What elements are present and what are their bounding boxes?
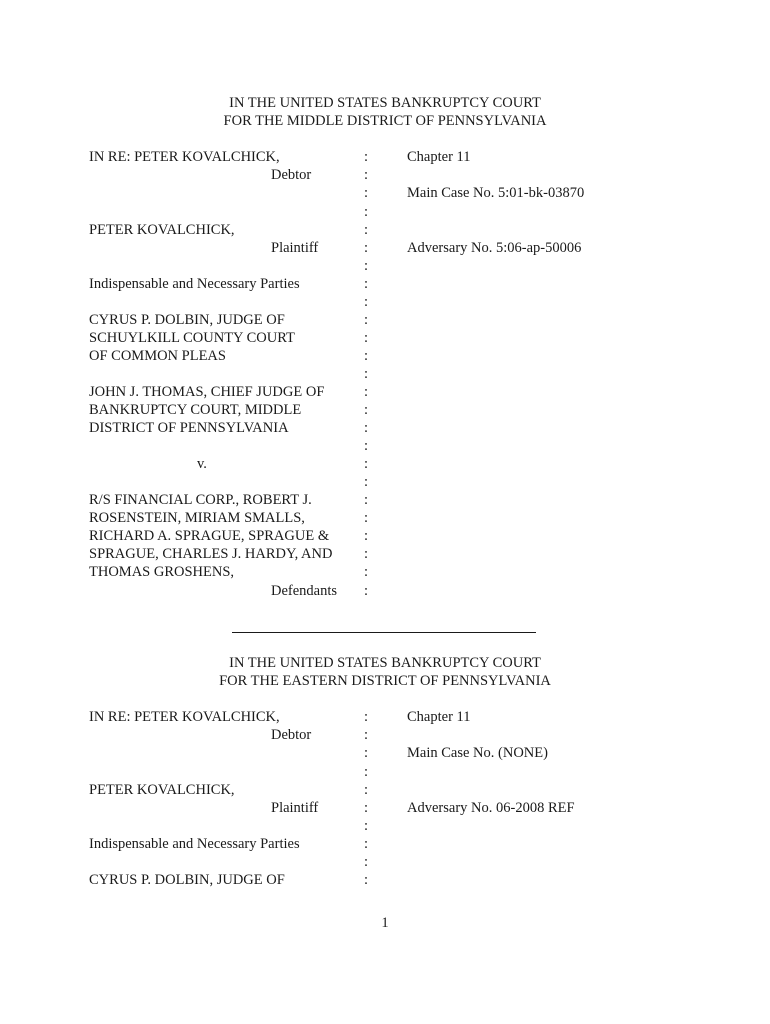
caption-colon: : bbox=[364, 764, 369, 780]
plaintiff-label: Plaintiff bbox=[271, 800, 319, 816]
court-district-1: FOR THE MIDDLE DISTRICT OF PENNSYLVANIA bbox=[223, 113, 547, 129]
court-title-2: IN THE UNITED STATES BANKRUPTCY COURT bbox=[229, 655, 541, 671]
caption-colon: : bbox=[364, 709, 369, 725]
plaintiff-name: PETER KOVALCHICK, bbox=[89, 782, 235, 798]
caption-colon: : bbox=[364, 348, 369, 364]
court-title-1: IN THE UNITED STATES BANKRUPTCY COURT bbox=[229, 95, 541, 111]
caption-colon: : bbox=[364, 800, 369, 816]
caption-colon: : bbox=[364, 294, 369, 310]
caption-colon: : bbox=[364, 240, 369, 256]
caption-colon: : bbox=[364, 366, 369, 382]
main-case-number: Main Case No. 5:01-bk-03870 bbox=[407, 185, 585, 201]
caption-colon: : bbox=[364, 872, 369, 888]
defendant-line: THOMAS GROSHENS, bbox=[89, 564, 235, 580]
versus-label: v. bbox=[197, 456, 207, 472]
caption-colon: : bbox=[364, 258, 369, 274]
caption-colon: : bbox=[364, 456, 369, 472]
caption-colon: : bbox=[364, 474, 369, 490]
party-line: CYRUS P. DOLBIN, JUDGE OF bbox=[89, 872, 285, 888]
caption-colon: : bbox=[364, 276, 369, 292]
caption-colon: : bbox=[364, 402, 369, 418]
in-re-line: IN RE: PETER KOVALCHICK, bbox=[89, 149, 280, 165]
caption-colon: : bbox=[364, 438, 369, 454]
caption-colon: : bbox=[364, 149, 369, 165]
caption-colon: : bbox=[364, 420, 369, 436]
caption-colon: : bbox=[364, 854, 369, 870]
caption-colon: : bbox=[364, 528, 369, 544]
defendant-line: RICHARD A. SPRAGUE, SPRAGUE & bbox=[89, 528, 330, 544]
party-line: SCHUYLKILL COUNTY COURT bbox=[89, 330, 295, 346]
debtor-label: Debtor bbox=[271, 167, 312, 183]
caption-colon: : bbox=[364, 312, 369, 328]
caption-colon: : bbox=[364, 583, 369, 599]
chapter-label: Chapter 11 bbox=[407, 709, 471, 725]
party-line: CYRUS P. DOLBIN, JUDGE OF bbox=[89, 312, 285, 328]
party-line: JOHN J. THOMAS, CHIEF JUDGE OF bbox=[89, 384, 325, 400]
plaintiff-label: Plaintiff bbox=[271, 240, 319, 256]
party-line: OF COMMON PLEAS bbox=[89, 348, 226, 364]
adversary-number: Adversary No. 5:06-ap-50006 bbox=[407, 240, 582, 256]
in-re-line: IN RE: PETER KOVALCHICK, bbox=[89, 709, 280, 725]
caption-colon: : bbox=[364, 836, 369, 852]
caption-colon: : bbox=[364, 564, 369, 580]
caption-colon: : bbox=[364, 167, 369, 183]
caption-colon: : bbox=[364, 330, 369, 346]
caption-colon: : bbox=[364, 818, 369, 834]
caption-colon: : bbox=[364, 782, 369, 798]
parties-heading: Indispensable and Necessary Parties bbox=[89, 836, 300, 852]
caption-colon: : bbox=[364, 185, 369, 201]
caption-colon: : bbox=[364, 745, 369, 761]
party-line: BANKRUPTCY COURT, MIDDLE bbox=[89, 402, 302, 418]
section-divider bbox=[232, 632, 536, 633]
party-line: DISTRICT OF PENNSYLVANIA bbox=[89, 420, 289, 436]
adversary-number: Adversary No. 06-2008 REF bbox=[407, 800, 575, 816]
caption-colon: : bbox=[364, 510, 369, 526]
defendant-line: R/S FINANCIAL CORP., ROBERT J. bbox=[89, 492, 312, 508]
caption-colon: : bbox=[364, 384, 369, 400]
caption-colon: : bbox=[364, 492, 369, 508]
chapter-label: Chapter 11 bbox=[407, 149, 471, 165]
caption-colon: : bbox=[364, 222, 369, 238]
defendant-line: ROSENSTEIN, MIRIAM SMALLS, bbox=[89, 510, 305, 526]
defendant-line: SPRAGUE, CHARLES J. HARDY, AND bbox=[89, 546, 333, 562]
plaintiff-name: PETER KOVALCHICK, bbox=[89, 222, 235, 238]
defendants-label: Defendants bbox=[271, 583, 338, 599]
caption-colon: : bbox=[364, 546, 369, 562]
parties-heading: Indispensable and Necessary Parties bbox=[89, 276, 300, 292]
debtor-label: Debtor bbox=[271, 727, 312, 743]
caption-colon: : bbox=[364, 204, 369, 220]
main-case-number: Main Case No. (NONE) bbox=[407, 745, 548, 761]
page-number: 1 bbox=[381, 915, 389, 931]
court-district-2: FOR THE EASTERN DISTRICT OF PENNSYLVANIA bbox=[219, 673, 551, 689]
caption-colon: : bbox=[364, 727, 369, 743]
